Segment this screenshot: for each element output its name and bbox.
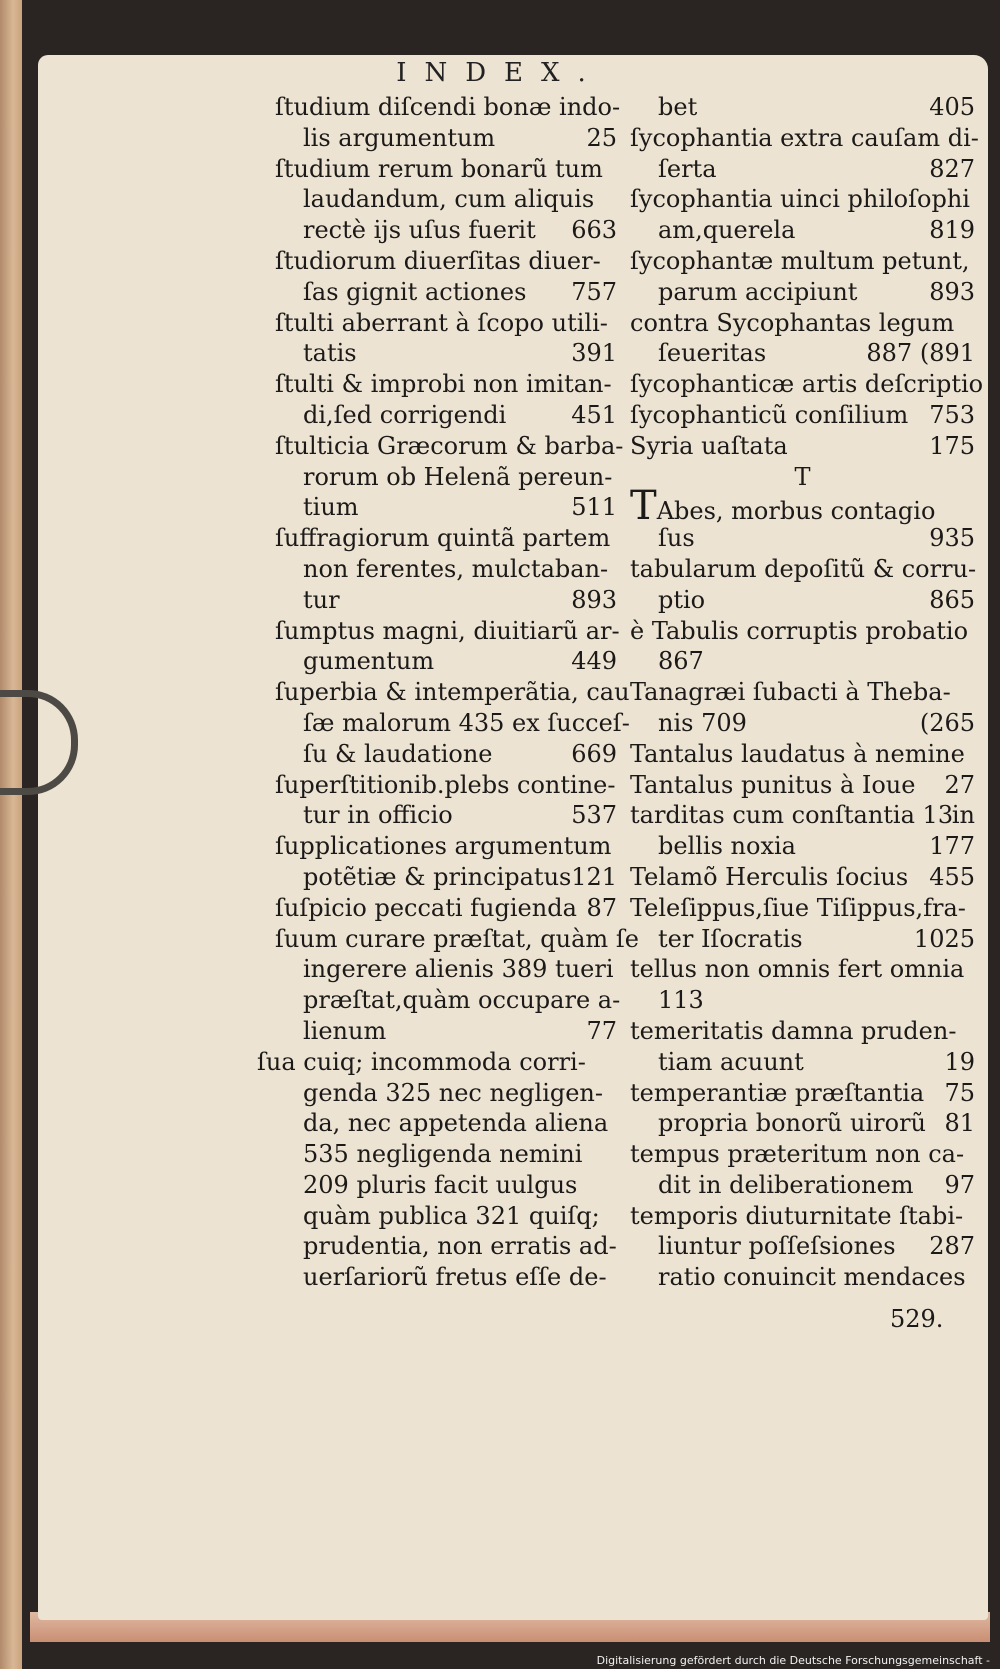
entry-text — [303, 646, 434, 677]
index-entry-line — [630, 246, 975, 277]
index-entry-line — [630, 1016, 975, 1047]
entry-text — [275, 369, 612, 400]
entry-text — [630, 308, 954, 339]
entry-page-ref: 19 — [944, 1047, 975, 1076]
entry-text-body: lienum — [303, 1016, 387, 1045]
index-entry-line — [630, 1170, 975, 1201]
digitization-credit: Digitalisierung gefördert durch die Deutsche Forschungsgemeinschaft - — [596, 1654, 990, 1667]
index-entry-line — [275, 862, 617, 893]
drop-initial: T — [630, 483, 657, 530]
entry-text — [658, 92, 697, 123]
entry-text-body: ſu & laudatione — [303, 739, 493, 768]
index-entry-line — [630, 308, 975, 339]
entry-text — [303, 985, 620, 1016]
index-entry-line — [630, 462, 975, 493]
index-entry-line — [630, 400, 975, 431]
entry-text — [658, 1108, 926, 1139]
index-entry-line — [630, 677, 975, 708]
entry-text — [658, 1170, 914, 1201]
entry-text-body: 535 negligenda nemini — [303, 1140, 583, 1169]
entry-text — [658, 708, 747, 739]
entry-text — [275, 616, 620, 647]
entry-text-body: ſerta — [658, 154, 717, 183]
index-entry-line — [275, 1262, 617, 1293]
entry-page-ref: 25 — [586, 123, 617, 152]
index-entry-line — [630, 924, 975, 955]
index-entry-line — [275, 770, 617, 801]
entry-text — [630, 1139, 964, 1170]
index-entry-line — [630, 554, 975, 585]
entry-text-body: 113 — [658, 986, 704, 1015]
entry-text-body: prudentia, non erratis ad- — [303, 1232, 617, 1261]
index-entry-line — [275, 431, 624, 462]
entry-text — [303, 1016, 386, 1047]
entry-text-body: ſtulti aberrant à ſcopo utili- — [275, 308, 608, 337]
entry-text — [303, 400, 506, 431]
entry-text — [630, 184, 970, 215]
entry-text — [303, 1231, 617, 1262]
entry-text-body: ſua cuiq; incommoda corri- — [257, 1047, 586, 1076]
index-entry-line — [630, 1047, 975, 1078]
index-entry-line — [630, 123, 979, 154]
entry-text-body: ſtudium rerum bonarũ tum — [275, 154, 603, 183]
entry-text-body: Telamõ Herculis ſocius — [630, 862, 909, 891]
index-entry-line — [275, 677, 630, 708]
entry-text-body: ſuum curare præſtat, quàm ſe — [275, 924, 639, 953]
entry-text-body: 867 — [658, 647, 704, 676]
entry-text — [275, 677, 630, 708]
entry-text-body: nis 709 — [658, 708, 747, 737]
entry-text-body: tempus præteritum non ca- — [630, 1140, 965, 1169]
entry-page-ref: 287 — [929, 1232, 975, 1261]
entry-page-ref: 537 — [571, 801, 617, 830]
entry-text — [303, 462, 612, 493]
entry-text — [303, 1139, 582, 1170]
entry-page-ref: 449 — [571, 647, 617, 676]
entry-text — [303, 1262, 607, 1293]
index-entry-line — [275, 308, 617, 339]
entry-text-body: tur — [303, 585, 340, 614]
entry-text — [303, 954, 614, 985]
entry-text — [275, 431, 623, 462]
entry-text-body: di,ſed corrigendi — [303, 400, 507, 429]
entry-page-ref: 177 — [929, 832, 975, 861]
entry-text — [257, 1047, 586, 1078]
page-number: 529. — [890, 1305, 944, 1333]
entry-text — [303, 492, 359, 523]
index-entry-line — [630, 646, 975, 677]
index-entry-line — [275, 1108, 617, 1139]
entry-text — [275, 924, 639, 955]
entry-text — [303, 585, 340, 616]
entry-text — [658, 338, 766, 369]
entry-text-body: liuntur poſſeſsiones — [658, 1232, 896, 1261]
entry-text — [275, 770, 615, 801]
index-entry-line — [275, 277, 617, 308]
index-entry-line — [275, 616, 620, 647]
index-entry-line — [275, 985, 621, 1016]
entry-text — [275, 831, 611, 862]
index-entry-line — [275, 523, 617, 554]
index-entry-line — [630, 431, 975, 462]
entry-text — [303, 1078, 603, 1109]
entry-text-body: ſus — [658, 524, 695, 553]
entry-text — [658, 985, 704, 1016]
entry-text — [630, 739, 965, 770]
entry-text — [303, 277, 526, 308]
index-column-left — [257, 92, 639, 1293]
entry-text-body: am,querela — [658, 216, 796, 245]
entry-text — [630, 123, 979, 154]
entry-text — [303, 708, 630, 739]
index-entry-line — [275, 154, 617, 185]
entry-text-body: ſtulti & improbi non imitan- — [275, 370, 612, 399]
entry-text-body: ſumptus magni, diuitiarũ ar- — [275, 616, 620, 645]
entry-text-body: ſycophanticæ artis deſcriptio — [630, 370, 984, 399]
entry-text — [658, 924, 803, 955]
entry-text-body: ſuperbia & intemperãtia, cau — [275, 678, 630, 707]
entry-page-ref: 405 — [929, 93, 975, 121]
entry-text — [630, 800, 953, 831]
entry-text — [275, 154, 603, 185]
entry-text-body: tarditas cum conſtantia 13 — [630, 801, 954, 830]
entry-page-ref: 511 — [571, 493, 617, 522]
entry-text — [630, 1201, 963, 1232]
entry-text-body: T — [794, 462, 811, 491]
entry-text-body: rectè ijs uſus fuerit — [303, 216, 536, 245]
entry-text-body: ſuſpicio peccati fugienda — [275, 893, 577, 922]
index-entry-line — [630, 92, 975, 123]
entry-text-body: uerſariorũ fretus eſſe de- — [303, 1263, 607, 1292]
entry-page-ref: 121 — [571, 862, 617, 891]
entry-text — [630, 1016, 956, 1047]
entry-text — [630, 862, 908, 893]
entry-text-body: ſycophantia uinci philoſophi — [630, 185, 970, 214]
index-entry-line — [275, 369, 617, 400]
entry-text — [658, 215, 795, 246]
entry-text-body: propria bonorũ uirorũ — [658, 1109, 926, 1138]
entry-text — [630, 246, 970, 277]
index-entry-line — [275, 554, 617, 585]
entry-text — [303, 1170, 577, 1201]
entry-text-body: rorum ob Helenã pereun- — [303, 462, 613, 491]
page-edge — [0, 0, 22, 1669]
index-entry-line — [630, 1108, 975, 1139]
entry-text-body: tium — [303, 493, 359, 522]
entry-page-ref: 27 — [944, 770, 975, 799]
entry-text-body: ſycophantæ multum petunt, — [630, 246, 970, 275]
entry-text — [658, 154, 717, 185]
entry-text-body: Tantalus punitus à Ioue — [630, 770, 916, 799]
index-column-right — [630, 92, 984, 1293]
entry-text — [275, 246, 601, 277]
entry-text — [303, 739, 493, 770]
entry-text — [658, 585, 705, 616]
index-entry-line — [630, 1262, 975, 1293]
entry-text-body: tatis — [303, 339, 357, 368]
index-entry-line — [630, 154, 975, 185]
entry-text-body: laudandum, cum aliquis — [303, 185, 595, 214]
entry-text-body: genda 325 nec negligen- — [303, 1078, 603, 1107]
entry-page-ref: 451 — [571, 400, 617, 429]
entry-text-body: ſæ malorum 435 ex ſucceſ- — [303, 708, 630, 737]
entry-text-body: temperantiæ præſtantia — [630, 1078, 925, 1107]
entry-text — [275, 893, 577, 924]
index-entry-line — [275, 123, 617, 154]
entry-text-body: lis argumentum — [303, 123, 496, 152]
entry-text — [630, 554, 976, 585]
entry-page-ref: 75 — [944, 1078, 975, 1107]
entry-text — [275, 523, 610, 554]
index-entry-line — [630, 523, 975, 554]
entry-text — [658, 831, 796, 862]
index-entry-line — [630, 338, 975, 369]
entry-page-ref: 391 — [571, 339, 617, 368]
entry-text-body: Tantalus laudatus à nemine — [630, 739, 965, 768]
entry-text — [630, 616, 968, 647]
entry-text — [658, 1231, 896, 1262]
entry-text-body: ingerere alienis 389 tueri — [303, 955, 614, 984]
entry-text-body: Syria uaſtata — [630, 431, 788, 460]
entry-text — [275, 308, 608, 339]
entry-page-ref: 887 (891 — [866, 339, 975, 368]
entry-text-body: bet — [658, 93, 698, 121]
entry-text-body: contra Sycophantas legum — [630, 308, 955, 337]
entry-text-body: præſtat,quàm occupare a- — [303, 986, 621, 1015]
entry-text-body: Teleſippus,ſiue Tiſippus,fra- — [630, 893, 966, 922]
entry-text-body: temeritatis damna pruden- — [630, 1016, 957, 1045]
index-entry-line — [275, 492, 617, 523]
entry-text-body: tellus non omnis fert omnia — [630, 955, 965, 984]
index-entry-line — [630, 585, 975, 616]
entry-page-ref: 757 — [571, 277, 617, 306]
entry-text-body: è Tabulis corruptis probatio — [630, 616, 969, 645]
entry-text — [658, 646, 704, 677]
index-entry-line — [630, 739, 975, 770]
entry-text-body: ter Iſocratis — [658, 924, 803, 953]
entry-text — [303, 215, 536, 246]
entry-page-ref: 1025 — [913, 924, 975, 953]
entry-text-body: ſupplicationes argumentum — [275, 832, 612, 861]
entry-page-ref: 935 — [929, 524, 975, 553]
entry-text — [630, 462, 975, 493]
index-entry-line — [275, 1170, 617, 1201]
entry-text — [630, 431, 788, 462]
entry-text-body: non ferentes, mulctaban- — [303, 554, 609, 583]
entry-text — [303, 338, 357, 369]
entry-text-body: tabularum depoſitũ & corru- — [630, 554, 977, 583]
entry-page-ref: 669 — [571, 739, 617, 768]
index-entry-line — [630, 215, 975, 246]
entry-text — [275, 92, 620, 123]
index-entry-line — [275, 739, 617, 770]
index-entry-line — [630, 1231, 975, 1262]
index-entry-line — [275, 708, 630, 739]
entry-page-ref: 175 — [929, 431, 975, 460]
index-entry-line — [275, 1231, 617, 1262]
index-entry-line — [275, 831, 617, 862]
entry-text-body: tiam acuunt — [658, 1047, 804, 1076]
entry-page-ref: (265 — [919, 708, 975, 737]
page-heading: INDEX. — [396, 58, 604, 88]
entry-page-ref: in — [951, 801, 975, 830]
index-entry-line — [630, 831, 975, 862]
entry-text-body: quàm publica 321 quiſq; — [303, 1201, 600, 1230]
index-entry-line — [275, 246, 617, 277]
index-entry-line — [275, 462, 617, 493]
entry-text-body: ſeueritas — [658, 339, 767, 368]
entry-page-ref: 455 — [929, 862, 975, 891]
entry-page-ref: 827 — [929, 154, 975, 183]
entry-text — [658, 277, 857, 308]
entry-text — [630, 483, 936, 530]
entry-text-body: ſtudium diſcendi bonæ indo- — [275, 93, 621, 121]
index-entry-line — [275, 1201, 617, 1232]
index-entry-line — [275, 215, 617, 246]
entry-page-ref: 87 — [586, 893, 617, 922]
entry-text-body: ſycophanticũ conſilium — [630, 400, 909, 429]
entry-text — [630, 400, 908, 431]
entry-text-body: ptio — [658, 585, 706, 614]
index-entry-line — [275, 92, 621, 123]
entry-text-body: Tanagræi ſubacti à Theba- — [630, 678, 951, 707]
index-entry-line — [275, 954, 617, 985]
entry-text — [303, 800, 453, 831]
entry-text-body: ſycophantia extra cauſam di- — [630, 123, 979, 152]
entry-text-body: Abes, morbus contagio — [656, 497, 936, 526]
entry-page-ref: 663 — [571, 216, 617, 245]
entry-text — [303, 1201, 600, 1232]
entry-text-body: ſuffragiorum quintã partem — [275, 524, 611, 553]
entry-text-body: 209 pluris facit uulgus — [303, 1170, 578, 1199]
index-entry-line — [275, 924, 639, 955]
index-entry-line — [257, 1047, 617, 1078]
index-entry-line — [630, 800, 975, 831]
entry-text-body: bellis noxia — [658, 832, 796, 861]
entry-text — [303, 554, 608, 585]
entry-page-ref: 77 — [586, 1016, 617, 1045]
entry-text — [630, 677, 951, 708]
index-entry-line — [275, 646, 617, 677]
entry-text-body: tur in officio — [303, 801, 453, 830]
index-entry-line — [275, 1078, 617, 1109]
entry-text — [303, 184, 594, 215]
index-entry-line — [630, 1078, 975, 1109]
index-entry-line — [275, 400, 617, 431]
entry-text — [303, 1108, 608, 1139]
index-entry-line — [630, 184, 975, 215]
index-entry-line — [630, 862, 975, 893]
entry-text-body: ratio conuincit mendaces — [658, 1263, 966, 1292]
index-entry-line — [275, 800, 617, 831]
entry-page-ref: 97 — [944, 1170, 975, 1199]
entry-text — [303, 862, 571, 893]
index-entry-line — [630, 1201, 975, 1232]
entry-text-body: temporis diuturnitate ſtabi- — [630, 1201, 964, 1230]
index-entry-line — [630, 954, 975, 985]
index-entry-line — [630, 277, 975, 308]
entry-page-ref: 819 — [929, 216, 975, 245]
entry-text — [658, 523, 695, 554]
entry-page-ref: 893 — [571, 585, 617, 614]
index-entry-line — [275, 893, 617, 924]
index-entry-line — [630, 985, 975, 1016]
entry-text — [630, 369, 983, 400]
entry-text-body: ſtudiorum diuerſitas diuer- — [275, 246, 601, 275]
entry-text — [630, 954, 964, 985]
entry-text — [658, 1047, 804, 1078]
entry-text — [303, 123, 495, 154]
index-entry-line — [275, 338, 617, 369]
entry-text — [630, 1078, 924, 1109]
entry-text-body: dit in deliberationem — [658, 1170, 914, 1199]
index-entry-line — [630, 708, 975, 739]
entry-text — [630, 770, 915, 801]
index-entry-line — [275, 585, 617, 616]
entry-text — [658, 1262, 966, 1293]
entry-page-ref: 865 — [929, 585, 975, 614]
index-entry-line — [630, 483, 975, 530]
index-entry-line — [275, 1016, 617, 1047]
entry-text-body: ſuperſtitionib.plebs contine- — [275, 770, 616, 799]
index-entry-line — [630, 1139, 975, 1170]
index-entry-line — [275, 1139, 617, 1170]
entry-text-body: da, nec appetenda aliena — [303, 1109, 609, 1138]
index-entry-line — [275, 184, 617, 215]
entry-text — [630, 893, 966, 924]
entry-text-body: ſtulticia Græcorum & barba- — [275, 431, 624, 460]
entry-text-body: gumentum — [303, 647, 435, 676]
entry-text-body: ſas gignit actiones — [303, 277, 527, 306]
index-entry-line — [630, 616, 975, 647]
index-entry-line — [630, 893, 975, 924]
entry-page-ref: 81 — [944, 1109, 975, 1138]
index-entry-line — [630, 770, 975, 801]
entry-text-body: potẽtiæ & principatus — [303, 862, 572, 891]
entry-page-ref: 893 — [929, 277, 975, 306]
entry-text-body: parum accipiunt — [658, 277, 858, 306]
index-entry-line — [630, 369, 984, 400]
entry-page-ref: 753 — [929, 400, 975, 429]
